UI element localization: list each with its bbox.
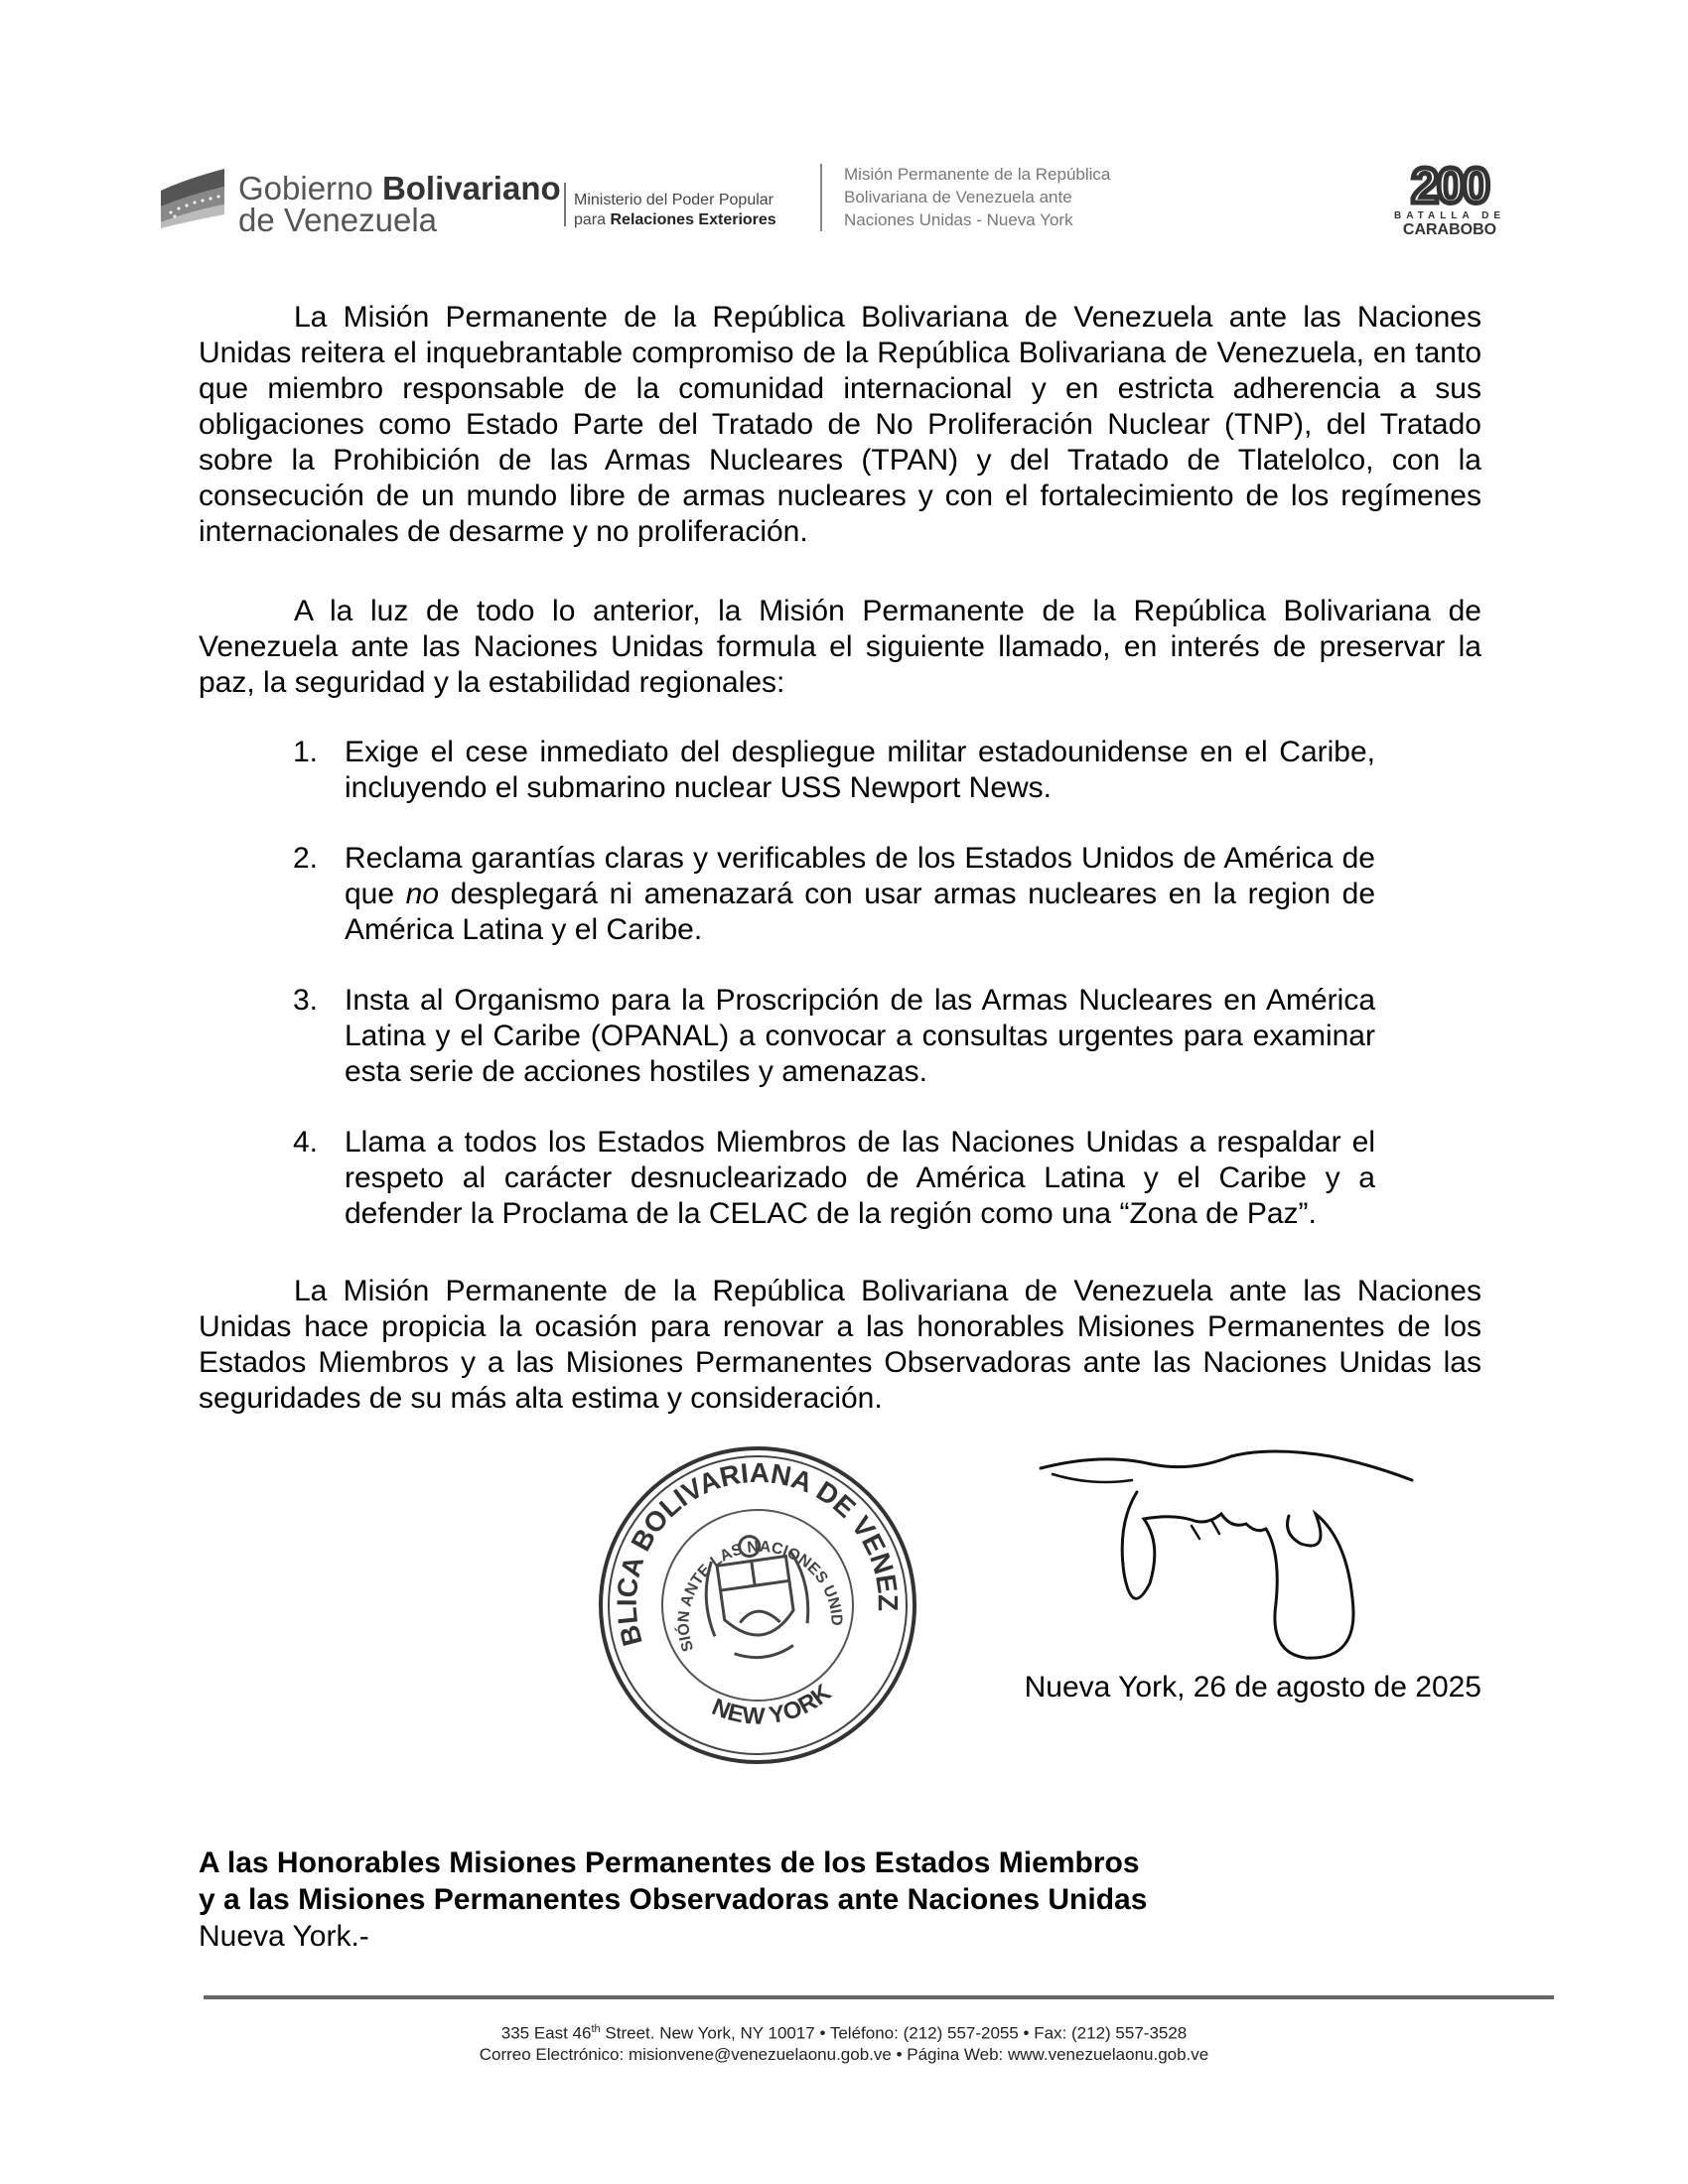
addressee-line: y a las Misiones Permanentes Observadoras ante Naciones Unidas	[199, 1883, 1148, 1916]
seal-bottom-text: NEW YORK	[708, 1679, 837, 1730]
footer	[149, 2019, 1539, 2065]
anniversary-line1: BATALLA DE	[1393, 210, 1506, 221]
call-paragraph: A la luz de todo lo anterior, la Misión Permanente de la República Bolivariana de Venezuela ante las Naciones Unidas formula el siguiente llamado, en interés de preservar la paz, la seguridad y la estabilidad regionales:	[199, 595, 1481, 699]
list-item-text: Exige el cese inmediato del despliegue militar estadounidense en el Caribe, incluyendo el submarino nuclear USS Newport News.	[345, 736, 1375, 804]
carabobo-200-logo	[1385, 159, 1514, 238]
handwritten-signature	[1033, 1434, 1420, 1673]
place-and-date: Nueva York, 26 de agosto de 2025	[1024, 1671, 1481, 1704]
svg-text:NEW YORK	[705, 1677, 840, 1737]
footer-address: 335 East 46th Street. New York, NY 10017 • Teléfono: (212) 557-2055 • Fax: (212) 557-3528	[500, 2023, 1188, 2043]
list-item-number: 3.	[293, 984, 319, 1017]
seal-outer-text: REPÚBLICA BOLIVARIANA DE VENEZUELA	[611, 1456, 904, 1650]
letterhead-divider	[820, 164, 822, 231]
official-seal	[594, 1441, 921, 1769]
list-item-text: Llama a todos los Estados Miembros de las Naciones Unidas a respaldar el respeto al carácter desnuclearizado de América Latina y el Caribe y a defender la Proclama de la CELAC de la región como una “Zona de Paz”.	[345, 1126, 1375, 1230]
intro-paragraph: La Misión Permanente de la República Bolivariana de Venezuela ante las Naciones Unidas reitera el inquebrantable compromiso de la República Bolivariana de Venezuela, en tanto que miembro responsable de la comunidad internacional y en estricta adherencia a sus obligaciones como Estado Parte del Tratado de No Proliferación Nuclear (TNP), del Tratado sobre la Prohibición de las Armas Nucleares (TPAN) y del Tratado de Tlatelolco, con la consecución de un mundo libre de armas nucleares y con el fortalecimiento de los regímenes internacionales de desarme y no proliferación.	[199, 301, 1481, 548]
mission-name: Misión Permanente de la República Bolivariana de Venezuela ante Naciones Unidas - Nueva York	[844, 165, 1111, 229]
addressee-line: A las Honorables Misiones Permanentes de los Estados Miembros	[199, 1846, 1140, 1879]
anniversary-line2: CARABOBO	[1402, 221, 1497, 238]
venezuelan-flag-logo-icon	[157, 161, 228, 228]
seal-inner-text: MISIÓN ANTE LAS NACIONES UNIDAS	[675, 1538, 845, 1654]
list-item-number: 1.	[293, 736, 319, 768]
letterhead-divider	[564, 183, 566, 226]
letterhead	[149, 149, 1519, 238]
list-item-number: 2.	[293, 842, 319, 875]
list-item-text: Reclama garantías claras y verificables de los Estados Unidos de América de que no desplegará ni amenazará con usar armas nucleares en la region de América Latina y el Caribe.	[345, 842, 1375, 946]
footer-contact: Correo Electrónico: misionvene@venezuelaonu.gob.ve • Página Web: www.venezuelaonu.gob.ve	[479, 2044, 1209, 2064]
addressee-block	[199, 1844, 1147, 1955]
ministry-name: Ministerio del Poder Popular para Relaciones Exteriores	[574, 192, 776, 228]
government-name: Gobierno Bolivariano de Venezuela	[238, 170, 561, 238]
closing-paragraph: La Misión Permanente de la República Bolivariana de Venezuela ante las Naciones Unidas hace propicia la ocasión para renovar a las honorables Misiones Permanentes de los Estados Miembros y a las Misiones Permanentes Observadoras ante las Naciones Unidas las seguridades de su más alta estima y consideración.	[199, 1275, 1481, 1415]
addressee-city: Nueva York.-	[199, 1920, 369, 1953]
list-item-text: Insta al Organismo para la Proscripción de las Armas Nucleares en América Latina y el Caribe (OPANAL) a convocar a consultas urgentes para examinar esta serie de acciones hostiles y amenazas.	[345, 984, 1375, 1088]
footer-divider	[204, 1995, 1554, 1999]
anniversary-number: 200	[1411, 159, 1488, 213]
list-item-number: 4.	[293, 1126, 319, 1159]
